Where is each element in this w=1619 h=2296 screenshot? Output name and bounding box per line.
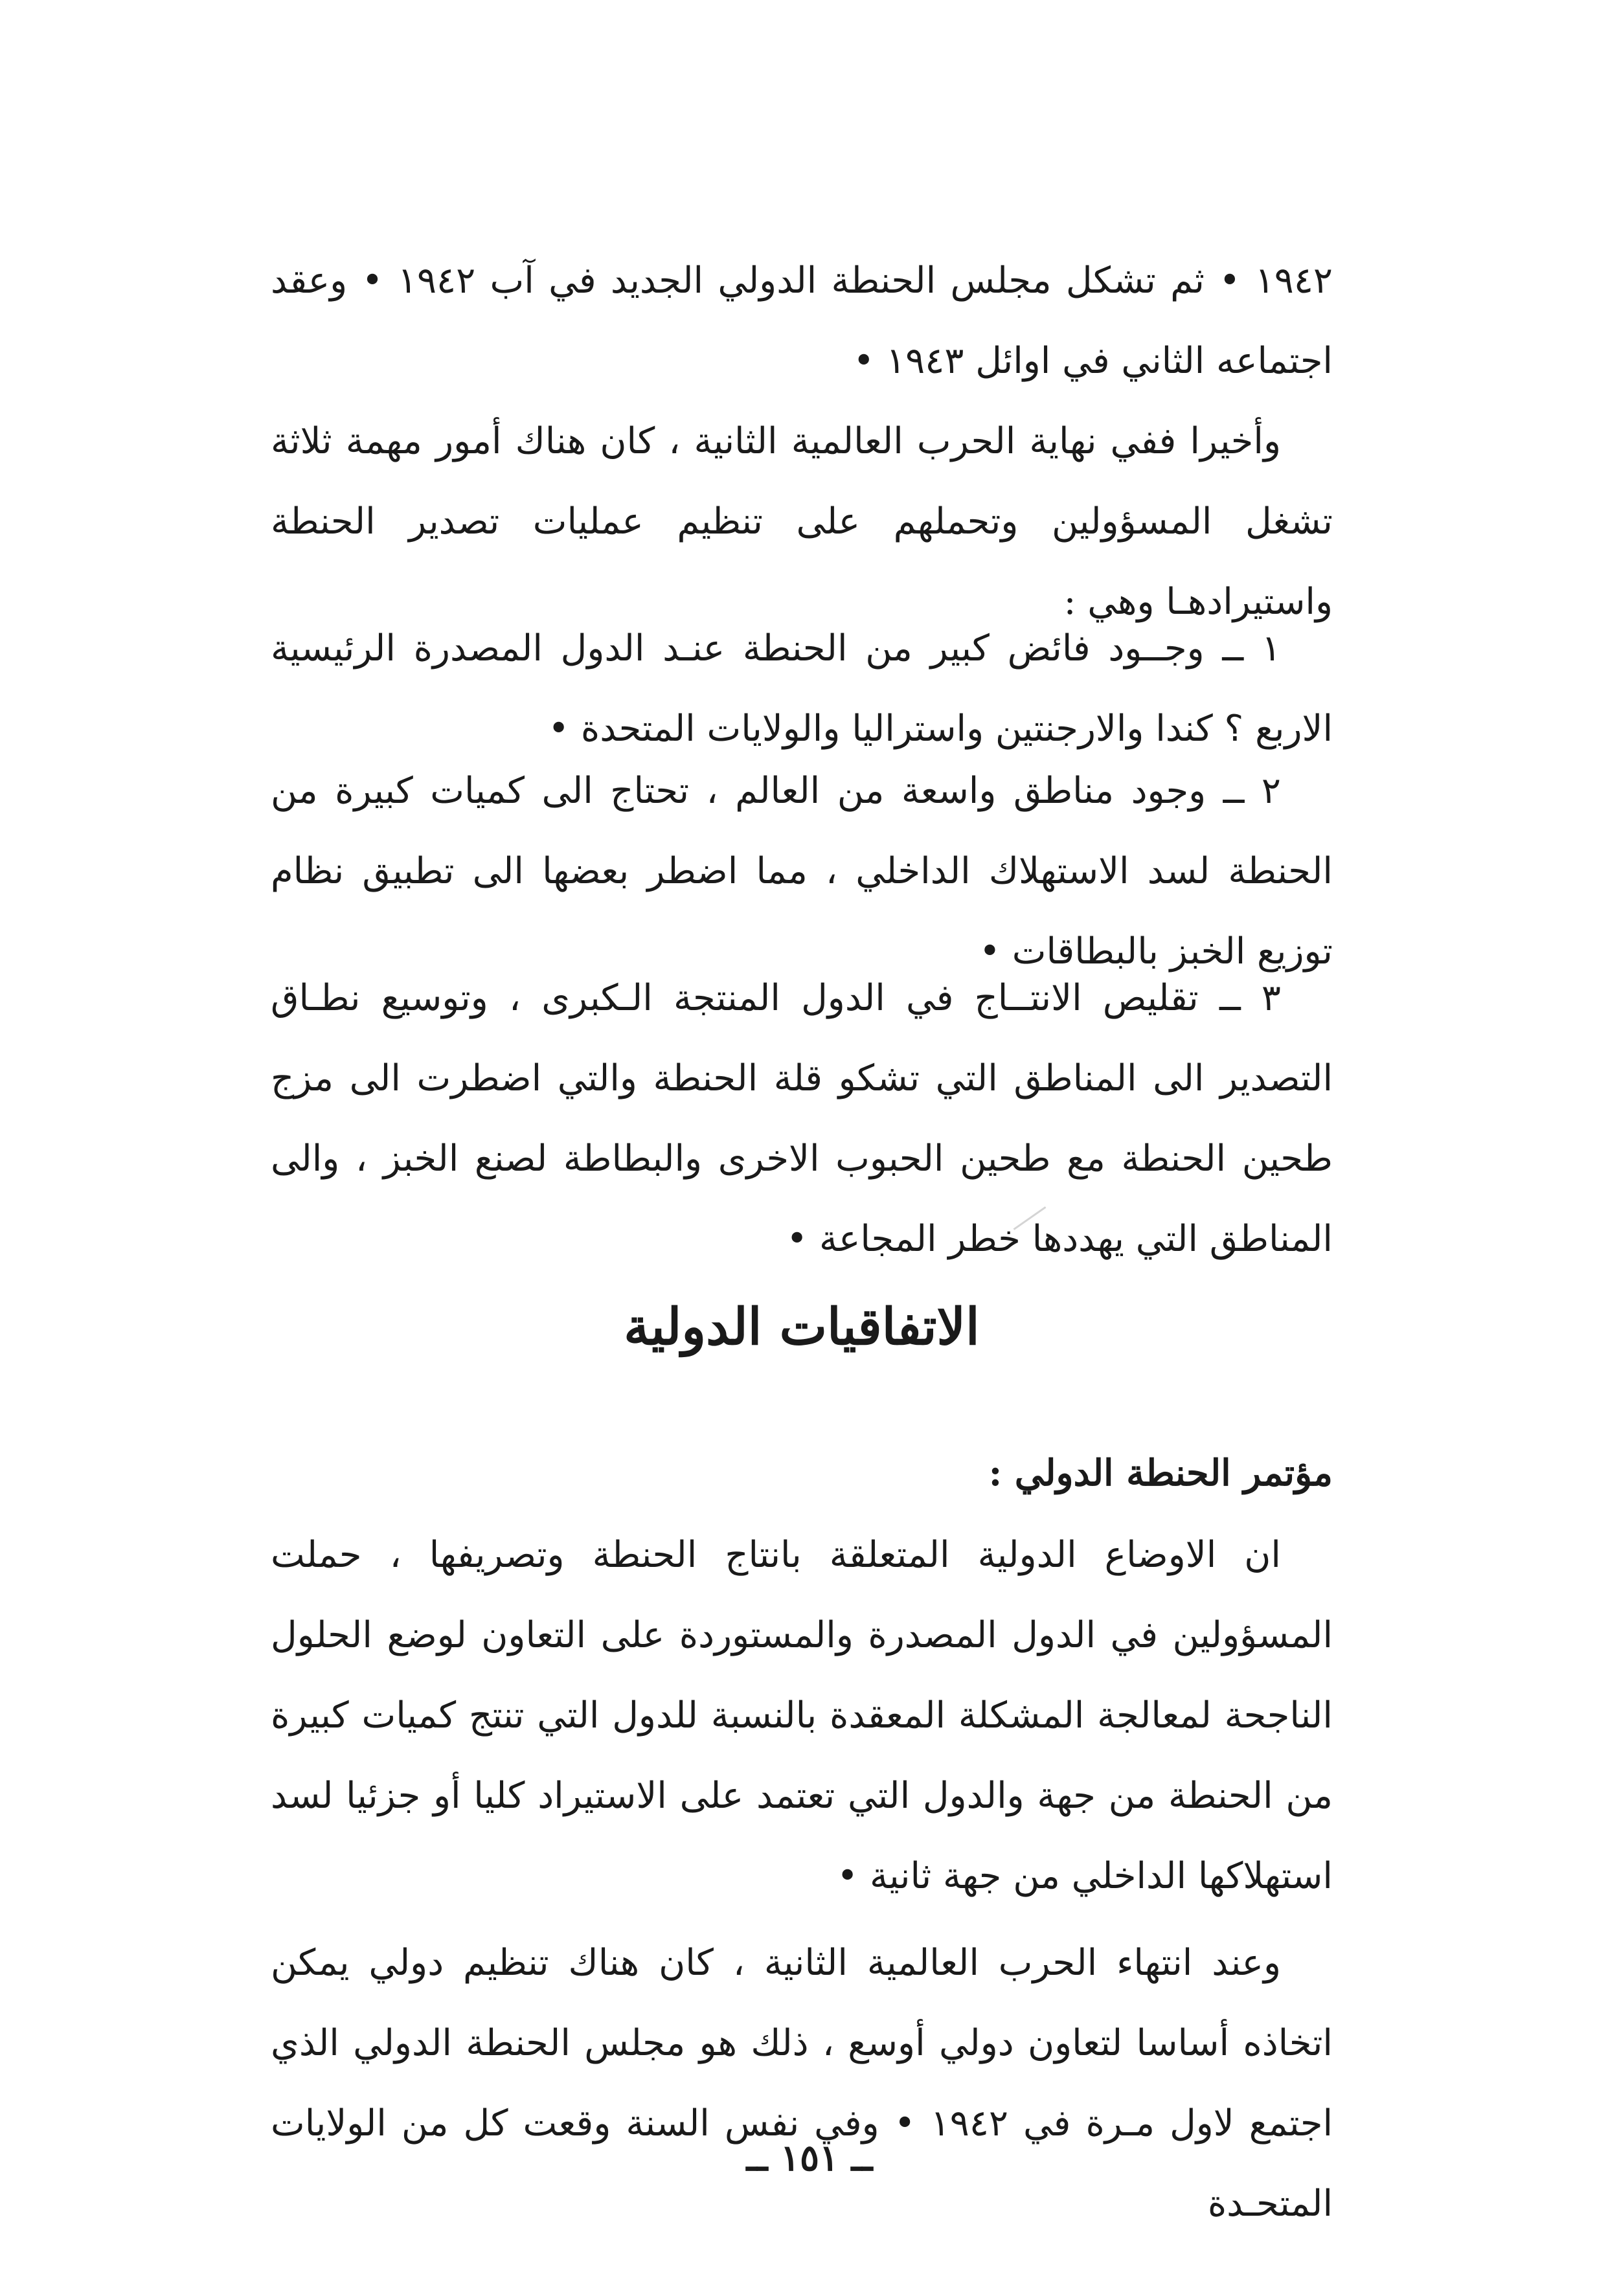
list-item-2: ٢ ــ وجود مناطق واسعة من العالم ، تحتاج الى كميات كبيرة من الحنطة لسد الاستهلاك الداخلي ، مما اضطر بعضها الى تطبيق نظام توزيع الخبز بالبطاقات • bbox=[271, 770, 1333, 973]
paragraph-council: وعند انتهاء الحرب العالمية الثانية ، كان هناك تنظيم دولي يمكن اتخاذه أساسا لتعاون دولي أوسع ، ذلك هو مجلس الحنطة الدولي الذي اجتمع لاول مـرة في ١٩٤٢ • وفي نفس السنة وقعت كل من الولايات المتحـدة bbox=[271, 1942, 1333, 2225]
paragraph-continuation: ١٩٤٢ • ثم تشكل مجلس الحنطة الدولي الجديد في آب ١٩٤٢ • وعقد اجتماعه الثاني في اوائل ١٩٤٣ • bbox=[271, 260, 1333, 382]
paragraph-three-issues: وأخيرا ففي نهاية الحرب العالمية الثانية ، كان هناك أمور مهمة ثلاثة تشغل المسؤولين وتحملهم على تنظيم عمليات تصدير الحنطة واستيرادهـا وهي : bbox=[271, 420, 1333, 623]
sub-heading: مؤتمر الحنطة الدولي : bbox=[988, 1452, 1333, 1494]
list-item-1: ١ ــ وجــود فائض كبير من الحنطة عنـد الدول المصدرة الرئيسية الاربع ؟ كندا والارجنتين واستراليا والولايات المتحدة • bbox=[271, 627, 1333, 750]
page-number: ــ ١٥١ ــ bbox=[746, 2137, 873, 2179]
section-heading: الاتفاقيات الدولية bbox=[624, 1298, 980, 1356]
paragraph-conference: ان الاوضاع الدولية المتعلقة بانتاج الحنطة وتصريفها ، حملت المسؤولين في الدول المصدرة والمستوردة على التعاون لوضع الحلول الناجحة لمعالجة المشكلة المعقدة بالنسبة للدول التي تنتج كميات كبيرة من الحنطة من جهة والدول التي تعتمد على الاستيراد كليا أو جزئيا لسد استهلاكها الداخلي من جهة ثانية • bbox=[271, 1534, 1333, 1897]
list-item-3: ٣ ــ تقليص الانتــاج في الدول المنتجة الـكبرى ، وتوسيع نطـاق التصدير الى المناطق التي تشكو قلة الحنطة والتي اضطرت الى مزج طحين الحنطة مع طحين الحبوب الاخرى والبطاطة لصنع الخبز ، والى المناطق التي يهددها خطر المجاعة • bbox=[271, 977, 1333, 1260]
